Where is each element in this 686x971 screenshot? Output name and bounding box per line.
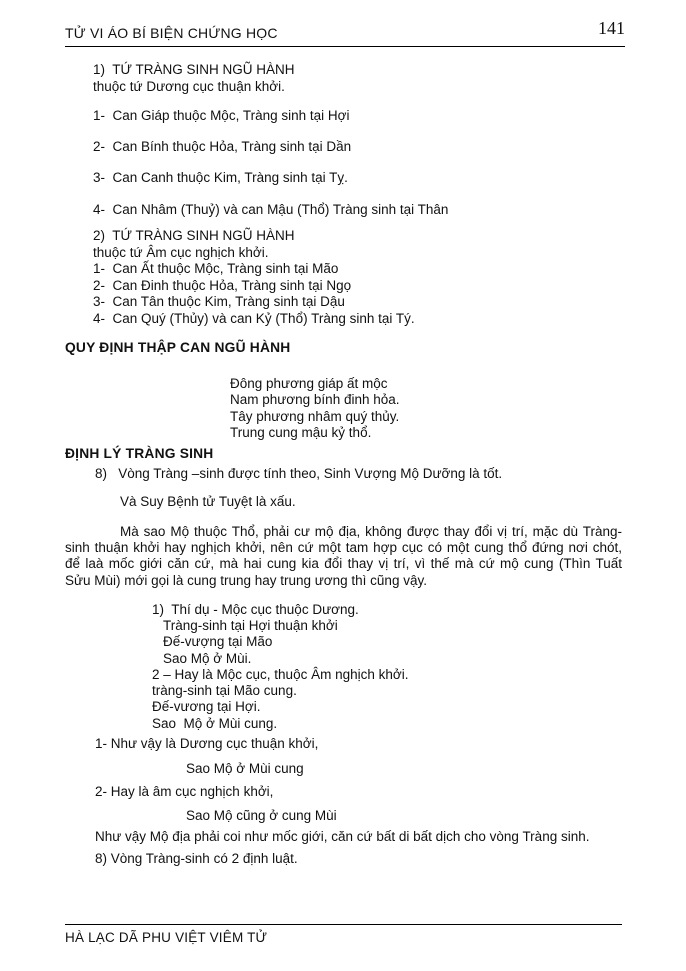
example-line: Đế-vượng tại Mão xyxy=(163,634,273,650)
section-subheading: thuộc tứ Dương cục thuận khởi. xyxy=(93,79,285,94)
note-line: Như vậy Mộ địa phải coi như mốc giới, căn cứ bất di bất dịch cho vòng Tràng sinh. xyxy=(95,829,590,844)
section-2-block xyxy=(93,228,415,328)
example-line: Đế-vương tại Hợi. xyxy=(152,699,261,715)
paragraph-line: sinh thuận khởi hay nghịch khởi, nên cứ một tam hợp cục có một cung thổ đứng nơi chót, xyxy=(65,540,622,556)
example-line: Sao Mộ ở Mùi. xyxy=(163,650,252,666)
rule-8-line-2: Và Suy Bệnh tử Tuyệt là xấu. xyxy=(120,494,296,509)
list-item: 1- Can Ất thuộc Mộc, Tràng sinh tại Mão xyxy=(93,261,339,277)
header-rule xyxy=(65,46,625,47)
section-1-heading-block xyxy=(93,61,295,95)
verse-line: Đông phương giáp ất mộc xyxy=(230,376,388,391)
example-1-block xyxy=(152,602,359,667)
paragraph-line: Sửu Mùi) mới gọi là cung trung hay trung ương thì cũng vậy. xyxy=(65,572,427,588)
list-item: 2- Can Bính thuộc Hỏa, Tràng sinh tại Dần xyxy=(93,139,352,155)
page-number: 141 xyxy=(598,18,625,38)
conclusion-2-center: Sao Mộ cũng ở cung Mùi xyxy=(186,808,337,823)
list-item: 3- Can Tân thuộc Kim, Tràng sinh tại Dậu xyxy=(93,294,345,310)
paragraph-line: Mà sao Mộ thuộc Thổ, phải cư mộ địa, không được thay đổi vị trí, mặc dù Tràng- xyxy=(120,524,622,539)
conclusion-2: 2- Hay là âm cục nghịch khởi, xyxy=(95,784,274,799)
verse-line: Nam phương bính đinh hỏa. xyxy=(230,392,400,408)
list-item: 1- Can Giáp thuộc Mộc, Tràng sinh tại Hợi xyxy=(93,108,350,123)
dinh-ly-heading: ĐỊNH LÝ TRÀNG SINH xyxy=(65,446,214,461)
list-item: 3- Can Canh thuộc Kim, Tràng sinh tại Tỵ. xyxy=(93,170,348,186)
paragraph-line: để laà mốc giới căn cứ, mà hai cung kia đổi thay vị trí, vì thế mà cứ mộ cung (Thìn Tuất xyxy=(65,556,622,572)
quy-dinh-heading: QUY ĐỊNH THẬP CAN NGŨ HÀNH xyxy=(65,340,291,355)
conclusion-1: 1- Như vậy là Dương cục thuận khởi, xyxy=(95,736,319,751)
page-footer-text: HÀ LẠC DÃ PHU VIỆT VIÊM TỬ xyxy=(65,930,268,945)
example-line: Sao Mộ ở Mùi cung. xyxy=(152,715,278,731)
conclusion-1-center: Sao Mộ ở Mùi cung xyxy=(186,761,304,776)
section-subheading: thuộc tứ Âm cục nghịch khởi. xyxy=(93,244,269,260)
example-line: 1) Thí dụ - Mộc cục thuộc Dương. xyxy=(152,602,359,617)
rule-8-line: 8) Vòng Tràng –sinh được tính theo, Sinh Vượng Mộ Dưỡng là tốt. xyxy=(95,466,503,481)
example-2-block xyxy=(152,667,408,732)
body-paragraph xyxy=(65,524,622,589)
example-line: 2 – Hay là Mộc cục, thuộc Âm nghịch khởi. xyxy=(152,667,409,682)
section-heading: 1) TỨ TRÀNG SINH NGŨ HÀNH xyxy=(93,62,295,77)
example-line: tràng-sinh tại Mão cung. xyxy=(152,683,297,699)
footer-rule xyxy=(65,924,622,925)
verse-block xyxy=(230,376,400,441)
rule-8b-line: 8) Vòng Tràng-sinh có 2 định luật. xyxy=(95,851,298,866)
page-header-title: TỬ VI ÁO BÍ BIỆN CHỨNG HỌC xyxy=(65,25,278,41)
section-1-item-list xyxy=(93,108,448,233)
list-item: 2- Can Đinh thuộc Hỏa, Tràng sinh tại Ngọ xyxy=(93,277,352,293)
verse-line: Trung cung mậu kỷ thổ. xyxy=(230,424,372,440)
verse-line: Tây phương nhâm quý thủy. xyxy=(230,408,400,424)
section-heading: 2) TỨ TRÀNG SINH NGŨ HÀNH xyxy=(93,228,295,243)
list-item: 4- Can Nhâm (Thuỷ) và can Mậu (Thổ) Tràng sinh tại Thân xyxy=(93,201,449,217)
list-item: 4- Can Quý (Thủy) và can Kỷ (Thổ) Tràng sinh tại Tý. xyxy=(93,310,415,326)
example-line: Tràng-sinh tại Hợi thuận khởi xyxy=(163,618,338,634)
